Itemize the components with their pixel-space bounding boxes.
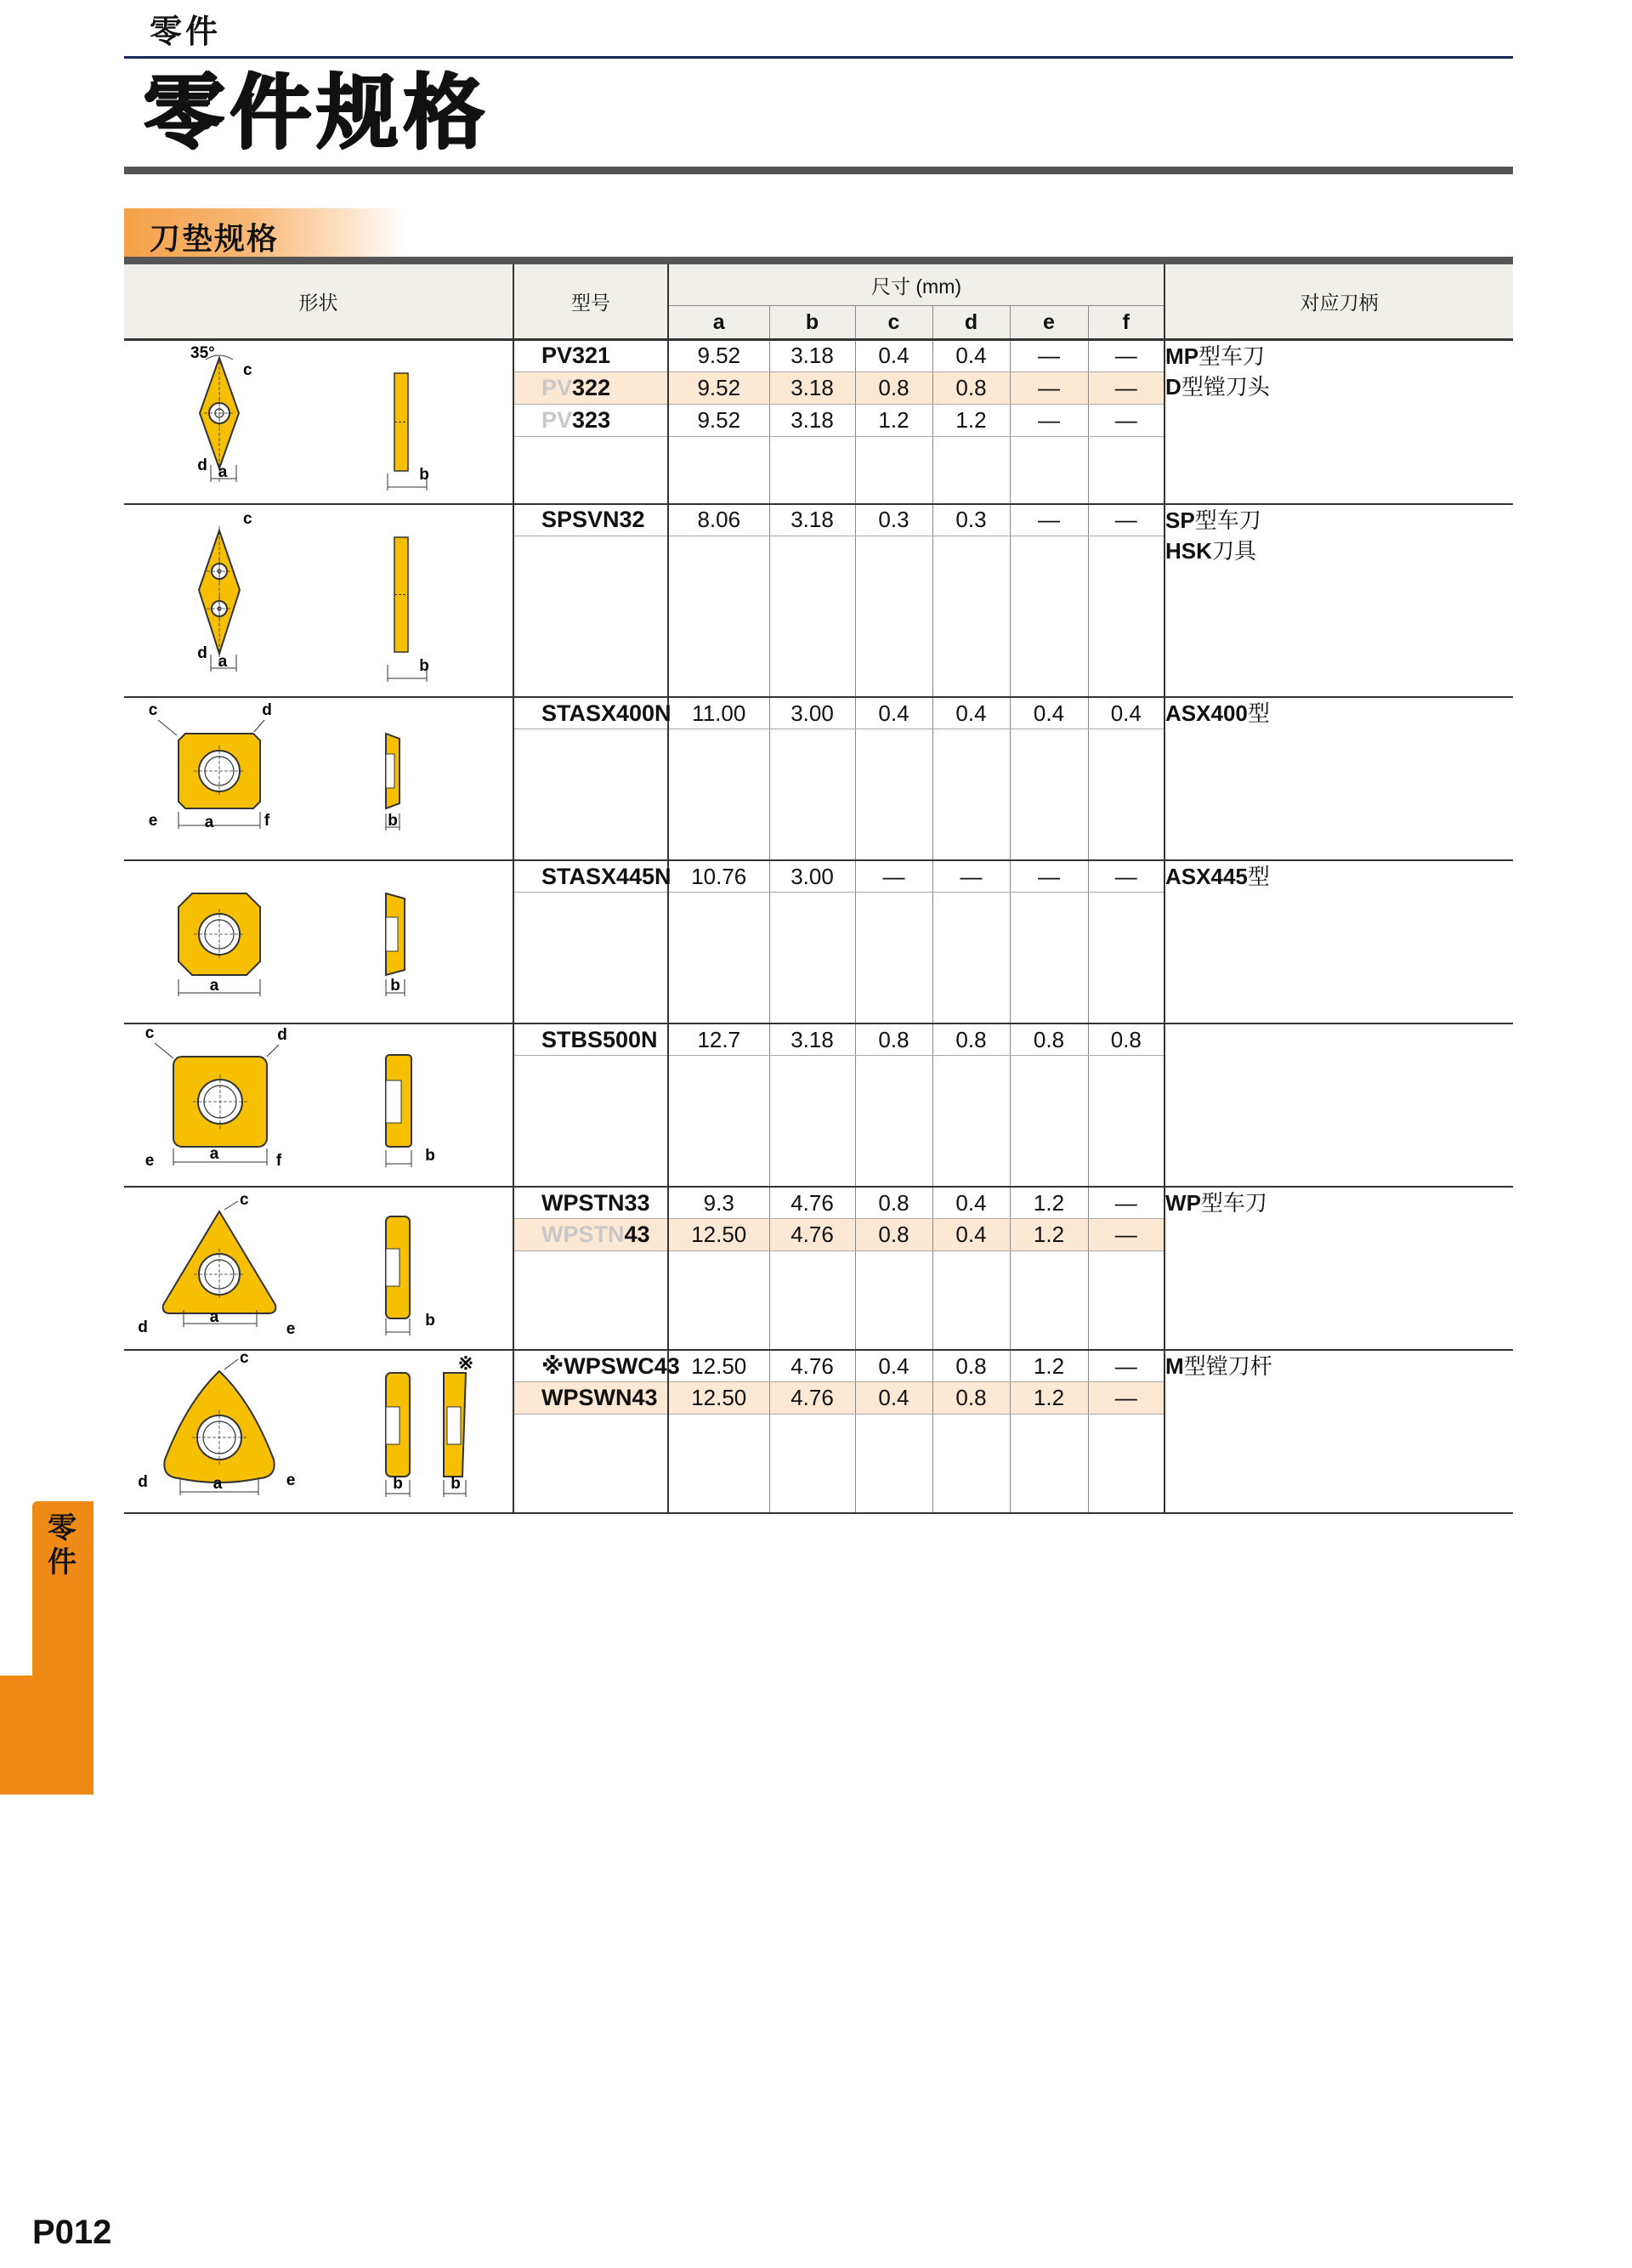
dim-e-cell: — (1010, 504, 1088, 536)
model-cell (513, 340, 668, 372)
dim-c-cell: 0.8 (855, 1219, 932, 1251)
header-dim-e: e (1010, 306, 1088, 340)
dim-e-cell: — (1010, 404, 1088, 436)
dim-a-cell: 8.06 (668, 504, 769, 536)
holder-code: D (1165, 374, 1182, 400)
dim-f-cell: 0.4 (1088, 697, 1164, 729)
holder-cell (1164, 697, 1513, 860)
dim-d-cell: 0.8 (932, 371, 1010, 404)
svg-text:a: a (218, 463, 228, 481)
dim-f-cell: — (1088, 1382, 1164, 1415)
dim-b-cell: 3.18 (769, 340, 855, 372)
holder-text: 型车刀 (1198, 343, 1266, 369)
dim-f-cell: — (1088, 340, 1164, 372)
header-dim-f: f (1088, 306, 1164, 340)
dim-b-cell: 3.18 (769, 371, 855, 404)
dim-b-cell: 4.76 (769, 1350, 855, 1382)
svg-text:d: d (197, 456, 207, 474)
holder-code: M (1165, 1353, 1184, 1379)
model-cell (513, 504, 668, 536)
header-dim-b: b (769, 306, 855, 340)
spsvn-shim-drawing (124, 505, 513, 690)
model-cell (513, 1187, 668, 1219)
model-code: 323 (572, 406, 611, 433)
dim-c-cell: 0.4 (855, 1350, 932, 1382)
dim-f-cell: — (1088, 1350, 1164, 1382)
holder-item (1165, 861, 1513, 892)
dim-b-cell: 3.18 (769, 504, 855, 536)
dim-f-cell: — (1088, 1219, 1164, 1251)
page-title: 零件规格 (143, 67, 490, 158)
dim-c-cell: 0.4 (855, 697, 932, 729)
holder-text: 型车刀 (1194, 507, 1261, 533)
svg-text:b: b (450, 1475, 461, 1493)
dim-e-cell: 1.2 (1010, 1219, 1088, 1251)
svg-text:d: d (262, 701, 272, 719)
shape-cell (124, 504, 513, 697)
model-cell (513, 371, 668, 404)
header-dim-d: d (932, 306, 1010, 340)
dim-b-cell: 4.76 (769, 1187, 855, 1219)
holder-cell (1164, 504, 1513, 697)
holder-item (1165, 505, 1513, 536)
model-prefix: ※ (541, 1352, 564, 1379)
section-title: 刀垫规格 (150, 221, 280, 256)
holder-cell (1164, 340, 1513, 505)
header-model: 型号 (513, 261, 668, 340)
dim-e-cell: 0.4 (1010, 697, 1088, 729)
header-dim-a: a (668, 306, 769, 340)
model-code: 43 (624, 1222, 650, 1248)
side-tab-label: 零件 (48, 1512, 76, 1579)
pv-shim-drawing (124, 341, 513, 497)
table-row (124, 1350, 1513, 1382)
holder-text: 型 (1247, 700, 1270, 726)
model-faint-part: WPSTN (541, 1222, 625, 1248)
svg-text:b: b (390, 977, 400, 995)
holder-code: MP (1165, 343, 1199, 369)
table-row (124, 1023, 1513, 1056)
holder-item (1165, 698, 1513, 729)
dim-c-cell: 0.8 (855, 1187, 932, 1219)
dim-e-cell: 0.8 (1010, 1023, 1088, 1056)
svg-text:b: b (425, 1147, 435, 1165)
dim-f-cell: — (1088, 504, 1164, 536)
dim-a-cell: 10.76 (668, 860, 769, 893)
dim-c-cell: 0.4 (855, 340, 932, 372)
shape-cell (124, 340, 513, 505)
dim-c-cell: 0.4 (855, 1382, 932, 1415)
header-rule (124, 56, 1513, 59)
dim-d-cell: 0.4 (932, 697, 1010, 729)
shape-cell (124, 1187, 513, 1350)
dim-d-cell: 0.8 (932, 1382, 1010, 1415)
holder-text: 刀具 (1211, 538, 1256, 564)
model-cell (513, 1382, 668, 1415)
svg-text:e: e (286, 1471, 296, 1489)
dim-e-cell: 1.2 (1010, 1382, 1088, 1415)
model-cell (513, 860, 672, 893)
holder-cell (1164, 1350, 1513, 1513)
dim-d-cell: 0.4 (932, 340, 1010, 372)
header-shape: 形状 (124, 261, 513, 340)
model-cell (513, 1023, 668, 1056)
svg-text:a: a (218, 653, 228, 671)
dim-e-cell: — (1010, 340, 1088, 372)
dim-e-cell: 1.2 (1010, 1350, 1088, 1382)
note-mark: ※ (457, 1352, 474, 1374)
category-label: 零件 (150, 14, 222, 50)
table-row (124, 860, 1513, 893)
section-title-bar (124, 208, 405, 258)
svg-text:b: b (388, 812, 398, 830)
dim-a-cell: 9.3 (668, 1187, 769, 1219)
svg-text:f: f (264, 812, 270, 830)
svg-text:a: a (209, 977, 219, 995)
dim-f-cell: — (1088, 404, 1164, 436)
svg-text:b: b (425, 1312, 435, 1330)
stasx400n-shim-drawing (124, 698, 513, 853)
model-faint-part: PV (541, 406, 573, 433)
shape-cell (124, 1023, 513, 1187)
dim-f-cell: — (1088, 860, 1164, 893)
title-rule (124, 167, 1513, 174)
dim-d-cell: 0.4 (932, 1219, 1010, 1251)
dim-c-cell: 1.2 (855, 404, 932, 436)
shape-cell (124, 860, 513, 1023)
model-code: PV321 (541, 343, 611, 369)
svg-text:c: c (240, 1351, 249, 1367)
model-faint-part: PV (541, 374, 573, 400)
dim-f-cell: 0.8 (1088, 1023, 1164, 1056)
holder-item (1165, 341, 1513, 371)
model-cell (513, 1219, 668, 1251)
dim-a-cell: 9.52 (668, 340, 769, 372)
model-cell (513, 404, 668, 436)
dim-a-cell: 12.50 (668, 1382, 769, 1415)
holder-cell (1164, 1187, 1513, 1350)
holder-code: SP (1165, 507, 1195, 533)
holder-item (1165, 371, 1513, 402)
svg-text:e: e (144, 1152, 155, 1170)
dim-d-cell: 1.2 (932, 404, 1010, 436)
header-dimensions: 尺寸 (mm) (668, 261, 1164, 306)
svg-text:b: b (419, 657, 429, 675)
svg-text:a: a (209, 1308, 219, 1326)
holder-text: 型 (1247, 864, 1270, 889)
dim-a-cell: 12.50 (668, 1350, 769, 1382)
dim-c-cell: 0.3 (855, 504, 932, 536)
dim-d-cell: 0.3 (932, 504, 1010, 536)
stasx445n-shim-drawing (124, 861, 513, 1017)
holder-item (1165, 1351, 1513, 1381)
svg-text:e: e (148, 812, 158, 830)
dim-b-cell: 3.18 (769, 404, 855, 436)
table-row (124, 1187, 1513, 1219)
svg-text:c: c (144, 1024, 155, 1042)
table-row (124, 340, 1513, 372)
page-number: P012 (32, 2214, 112, 2251)
model-code: STBS500N (541, 1026, 658, 1052)
model-code: 322 (572, 374, 611, 400)
model-cell (513, 697, 672, 729)
dim-a-cell: 12.7 (668, 1023, 769, 1056)
dim-d-cell: 0.8 (932, 1023, 1010, 1056)
svg-text:c: c (240, 1191, 249, 1209)
table-row (124, 697, 1513, 729)
model-code: WPSTN33 (541, 1189, 650, 1216)
model-code: STASX400N (541, 700, 672, 726)
stbs500n-shim-drawing (124, 1024, 513, 1180)
model-code: WPSWN43 (541, 1385, 658, 1411)
dim-b-cell: 4.76 (769, 1219, 855, 1251)
dim-e-cell: 1.2 (1010, 1187, 1088, 1219)
holder-item (1165, 536, 1513, 566)
side-tab (0, 1501, 94, 1795)
model-code: WPSWC43 (564, 1352, 680, 1379)
dim-c-cell: 0.8 (855, 1023, 932, 1056)
svg-text:35°: 35° (190, 344, 215, 362)
holder-cell (1164, 860, 1513, 1023)
holder-text: 型镗刀杆 (1183, 1353, 1272, 1379)
dim-e-cell: — (1010, 860, 1088, 893)
shape-cell (124, 697, 513, 860)
svg-text:b: b (419, 466, 429, 484)
dim-a-cell: 11.00 (668, 697, 769, 729)
svg-text:f: f (275, 1152, 282, 1170)
dim-b-cell: 3.00 (769, 697, 855, 729)
dim-a-cell: 12.50 (668, 1219, 769, 1251)
holder-text: 型镗刀头 (1181, 374, 1270, 400)
holder-code: ASX400 (1165, 700, 1248, 726)
dim-c-cell: — (855, 860, 932, 893)
svg-text:c: c (148, 701, 158, 719)
svg-text:d: d (277, 1026, 287, 1044)
holder-code: WP (1165, 1190, 1201, 1216)
wpstn-shim-drawing (124, 1188, 513, 1343)
svg-text:d: d (138, 1473, 148, 1491)
dim-a-cell: 9.52 (668, 371, 769, 404)
holder-code: ASX445 (1165, 864, 1248, 889)
svg-text:a: a (212, 1475, 223, 1493)
dim-c-cell: 0.8 (855, 371, 932, 404)
dim-a-cell: 9.52 (668, 404, 769, 436)
svg-text:d: d (138, 1318, 148, 1336)
dim-d-cell: — (932, 860, 1010, 893)
model-code: STASX445N (541, 863, 672, 889)
model-cell (513, 1350, 680, 1382)
svg-text:c: c (243, 361, 252, 379)
dim-f-cell: — (1088, 1187, 1164, 1219)
svg-text:a: a (204, 814, 214, 831)
dim-b-cell: 4.76 (769, 1382, 855, 1415)
shape-cell (124, 1350, 513, 1513)
table-row (124, 504, 1513, 536)
shim-spec-table (124, 257, 1513, 1514)
svg-text:d: d (197, 644, 207, 662)
header-dim-c: c (855, 306, 932, 340)
dim-b-cell: 3.00 (769, 860, 855, 893)
holder-cell (1164, 1023, 1513, 1187)
wpsw-shim-drawing (124, 1351, 513, 1506)
holder-item (1165, 1188, 1513, 1218)
dim-b-cell: 3.18 (769, 1023, 855, 1056)
dim-d-cell: 0.8 (932, 1350, 1010, 1382)
dim-e-cell: — (1010, 371, 1088, 404)
dim-f-cell: — (1088, 371, 1164, 404)
svg-text:c: c (243, 510, 252, 528)
holder-text: 型车刀 (1200, 1190, 1267, 1216)
svg-text:a: a (209, 1145, 219, 1163)
header-holder: 对应刀柄 (1164, 261, 1513, 340)
svg-text:e: e (286, 1320, 296, 1338)
svg-text:b: b (393, 1475, 403, 1493)
holder-code: HSK (1165, 538, 1212, 564)
model-code: SPSVN32 (541, 507, 645, 533)
dim-d-cell: 0.4 (932, 1187, 1010, 1219)
